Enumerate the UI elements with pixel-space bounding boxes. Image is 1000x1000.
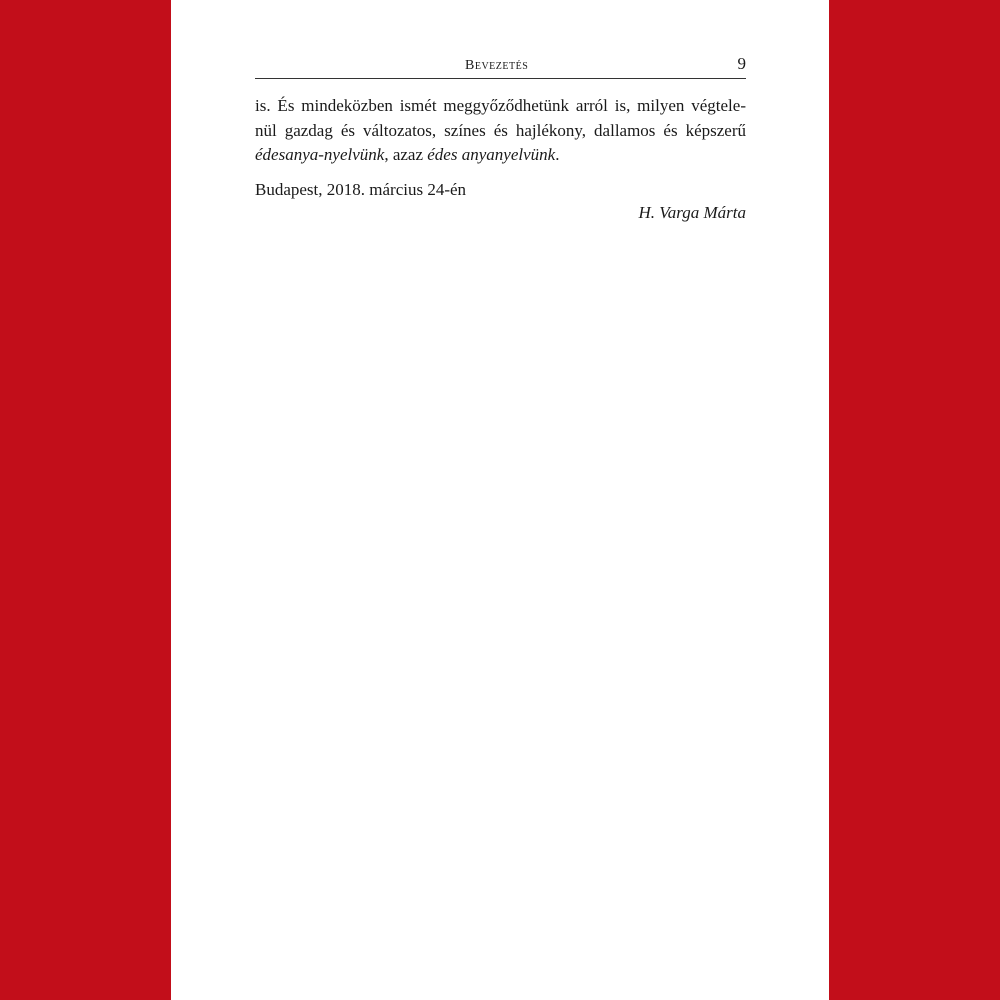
italic-phrase-2: édes anyanyelvünk xyxy=(427,145,556,164)
sentence-end: . xyxy=(555,145,560,164)
place-and-date: Budapest, 2018. március 24-én xyxy=(255,180,467,199)
plain-phrase: , azaz xyxy=(384,145,428,164)
paragraph-line-1: is. És mindeközben ismét meggyőződhetünk arról is, milyen végtele- xyxy=(255,96,746,115)
paragraph-line-3 xyxy=(255,143,746,168)
running-header xyxy=(255,52,746,79)
italic-phrase-1: édesanya-nyelvünk xyxy=(255,145,385,164)
paragraph-line-2: nül gazdag és változatos, színes és hajlékony, dallamos és képszerű xyxy=(255,120,746,140)
author-signature: H. Varga Márta xyxy=(638,203,746,222)
page-number: 9 xyxy=(737,54,746,73)
book-page xyxy=(171,0,829,1000)
body-paragraph xyxy=(255,94,746,168)
running-title: Bevezetés xyxy=(465,58,529,73)
